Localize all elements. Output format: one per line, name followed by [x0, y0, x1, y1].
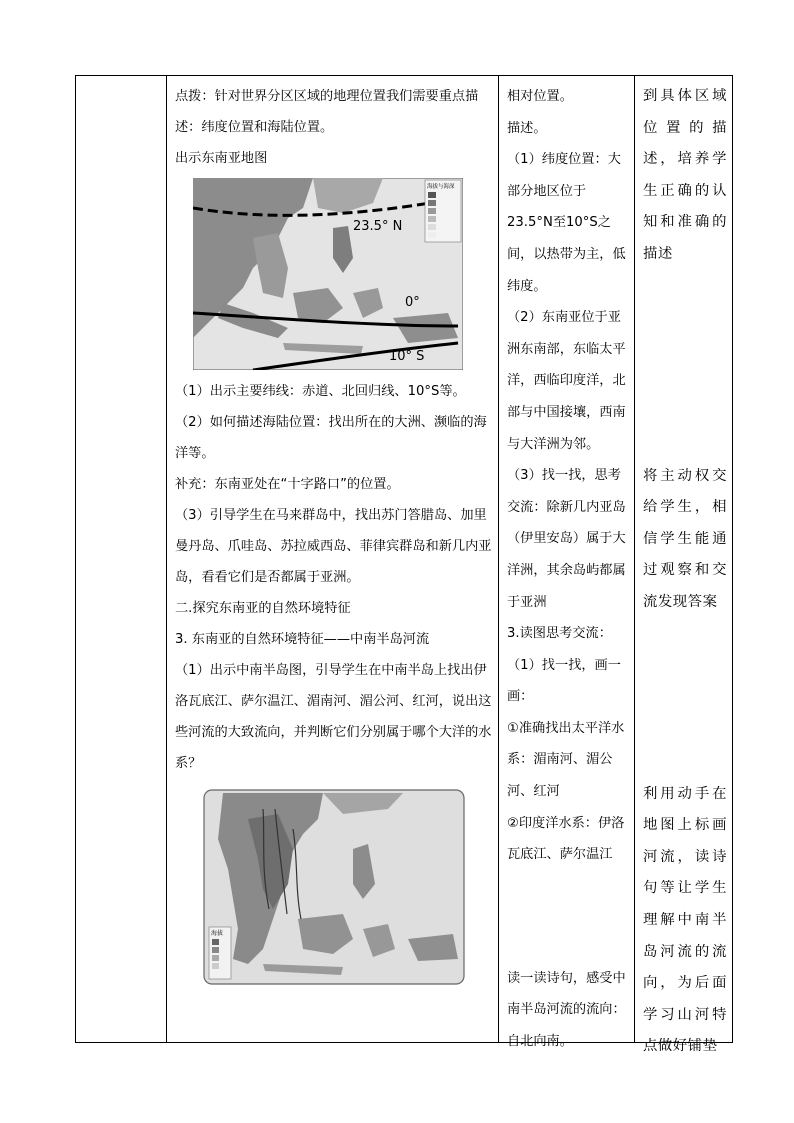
paragraph: 读一读诗句，感受中南半岛河流的流向：自北向南。 — [507, 970, 626, 1050]
paragraph: 出示东南亚地图 — [175, 151, 268, 166]
paragraph: ②印度洋水系：伊洛瓦底江、萨尔温江 — [507, 815, 625, 863]
paragraph: （2）东南亚位于亚洲东南部，东临太平洋，西临印度洋，北部与中国接壤，西南与大洋洲为邻。 — [507, 310, 626, 452]
paragraph: 将主动权交给学生，相信学生能通过观察和交流发现答案 — [643, 467, 727, 610]
paragraph: 相对位置。 — [507, 89, 573, 104]
paragraph: （3）找一找，思考交流：除新几内亚岛（伊里安岛）属于大洋洲，其余岛屿都属于亚洲 — [507, 468, 626, 610]
latitude-label-equator: 0° — [405, 295, 420, 310]
indochina-peninsula-map — [203, 789, 465, 985]
paragraph: 点拨：针对世界分区区域的地理位置我们需要重点描述：纬度位置和海陆位置。 — [175, 89, 479, 135]
paragraph: （1）找一找，画一画： — [507, 657, 621, 705]
latitude-label-north: 23.5° N — [353, 219, 403, 234]
subsection-heading: 3. 东南亚的自然环境特征——中南半岛河流 — [175, 632, 430, 647]
paragraph: 利用动手在地图上标画河流，读诗句等让学生理解中南半岛河流的流向，为后面学习山河特点做好铺垫 — [643, 785, 727, 1055]
paragraph: 到具体区域位置的描述，培养学生正确的认知和准确的描述 — [643, 88, 727, 262]
paragraph: 补充：东南亚处在“十字路口”的位置。 — [175, 477, 400, 492]
paragraph: （2）如何描述海陆位置：找出所在的大洲、濒临的海洋等。 — [175, 415, 487, 461]
paragraph: （3）引导学生在马来群岛中，找出苏门答腊岛、加里曼丹岛、爪哇岛、苏拉威西岛、菲律宾群岛和新几内亚岛，看看它们是否都属于亚洲。 — [175, 508, 492, 585]
paragraph: （1）纬度位置：大部分地区位于23.5°N至10°S之间，以热带为主，低纬度。 — [507, 152, 626, 294]
section-heading: 二.探究东南亚的自然环境特征 — [175, 601, 351, 616]
legend-title: 海拔与海深 — [427, 184, 455, 190]
paragraph: ①准确找出太平洋水系：湄南河、湄公河、红河 — [507, 720, 625, 800]
teacher-activity-cell — [167, 76, 499, 985]
southeast-asia-map — [193, 178, 463, 370]
paragraph: 描述。 — [507, 120, 547, 136]
design-intent-cell — [635, 76, 733, 1063]
paragraph: （1）出示中南半岛图，引导学生在中南半岛上找出伊洛瓦底江、萨尔温江、湄南河、湄公河、红河，说出这些河流的大致流向，并判断它们分别属于哪个大洋的水系？ — [175, 663, 492, 771]
lesson-table — [75, 75, 733, 1055]
legend-title: 海拔 — [211, 930, 224, 937]
latitude-label-south: 10° S — [389, 349, 425, 364]
paragraph: 3.读图思考交流： — [507, 626, 612, 642]
student-activity-cell — [499, 76, 635, 1058]
paragraph: （1）出示主要纬线：赤道、北回归线、10°S等。 — [175, 384, 466, 399]
